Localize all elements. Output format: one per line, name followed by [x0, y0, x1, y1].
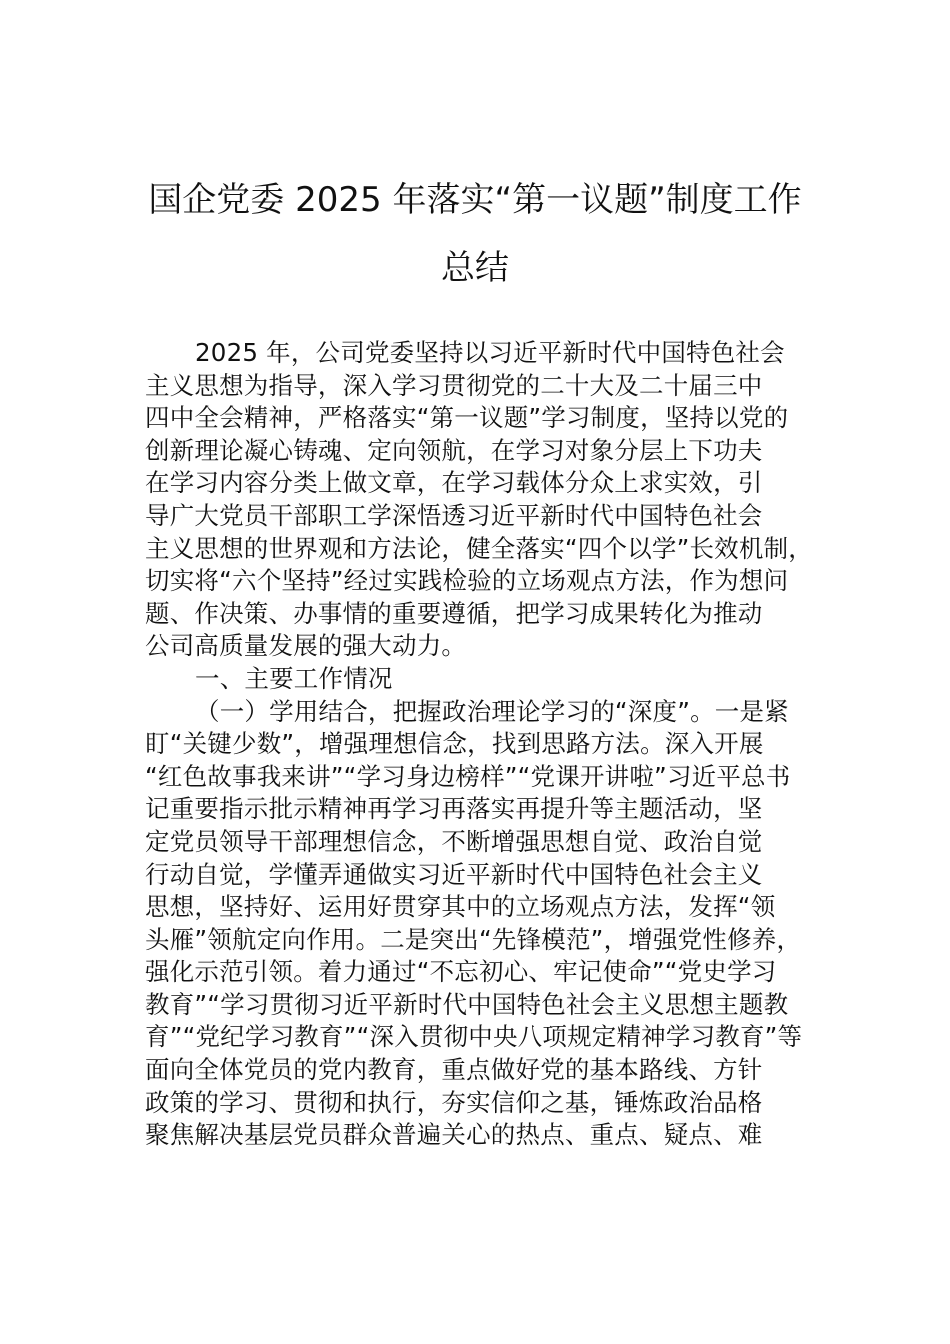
body-text-line: 导广大党员干部职工学深悟透习近平新时代中国特色社会 [145, 500, 763, 530]
body-text-line: 主义思想的世界观和方法论，健全落实“四个以学”长效机制， [145, 533, 813, 563]
body-text-line: 创新理论凝心铸魂、定向领航，在学习对象分层上下功夫 [145, 435, 763, 465]
body-text-line: “红色故事我来讲”“学习身边榜样”“党课开讲啦”习近平总书 [145, 761, 791, 791]
body-text-line: 题、作决策、办事情的重要遵循，把学习成果转化为推动 [145, 598, 763, 628]
body-text-line: 在学习内容分类上做文章，在学习载体分众上求实效，引 [145, 468, 763, 498]
body-text-line: 强化示范引领。着力通过“不忘初心、牢记使命”“党史学习 [145, 957, 777, 987]
document-body [145, 337, 845, 1152]
body-text-line: 主义思想为指导，深入学习贯彻党的二十大及二十届三中 [145, 370, 763, 400]
section-heading: 一、主要工作情况 [195, 663, 393, 693]
body-text-line: 教育”“学习贯彻习近平新时代中国特色社会主义思想主题教 [145, 989, 789, 1019]
body-text-line: 2025 年，公司党委坚持以习近平新时代中国特色社会 [195, 338, 785, 367]
body-text-line: 切实将“六个坚持”经过实践检验的立场观点方法，作为想问 [145, 566, 789, 596]
document-title-line-1: 国企党委 2025 年落实“第一议题”制度工作 [148, 180, 802, 220]
body-text-line: 定党员领导干部理想信念，不断增强思想自觉、政治自觉 [145, 826, 763, 856]
body-text-line: 四中全会精神，严格落实“第一议题”学习制度，坚持以党的 [145, 403, 789, 433]
body-text-line: 行动自觉，学懂弄通做实习近平新时代中国特色社会主义 [145, 859, 763, 889]
body-text-line: 育”“党纪学习教育”“深入贯彻中央八项规定精神学习教育”等 [145, 1022, 803, 1052]
body-text-line: 聚焦解决基层党员群众普遍关心的热点、重点、疑点、难 [145, 1120, 763, 1150]
body-text-line: 公司高质量发展的强大动力。 [145, 631, 467, 661]
body-text-line: 盯“关键少数”，增强理想信念，找到思路方法。深入开展 [145, 729, 764, 759]
body-text-line: 记重要指示批示精神再学习再落实再提升等主题活动，坚 [145, 794, 763, 824]
document-title-line-2: 总结 [441, 248, 509, 288]
body-text-line: 头雁”领航定向作用。二是突出“先锋模范”，增强党性修养， [145, 924, 802, 954]
body-text-line: 政策的学习、贯彻和执行，夯实信仰之基，锤炼政治品格 [145, 1087, 763, 1117]
body-text-line: 面向全体党员的党内教育，重点做好党的基本路线、方针 [145, 1055, 763, 1085]
body-text-line: 思想，坚持好、运用好贯穿其中的立场观点方法，发挥“领 [145, 892, 776, 922]
body-text-line: （一）学用结合，把握政治理论学习的“深度”。一是紧 [195, 696, 789, 726]
